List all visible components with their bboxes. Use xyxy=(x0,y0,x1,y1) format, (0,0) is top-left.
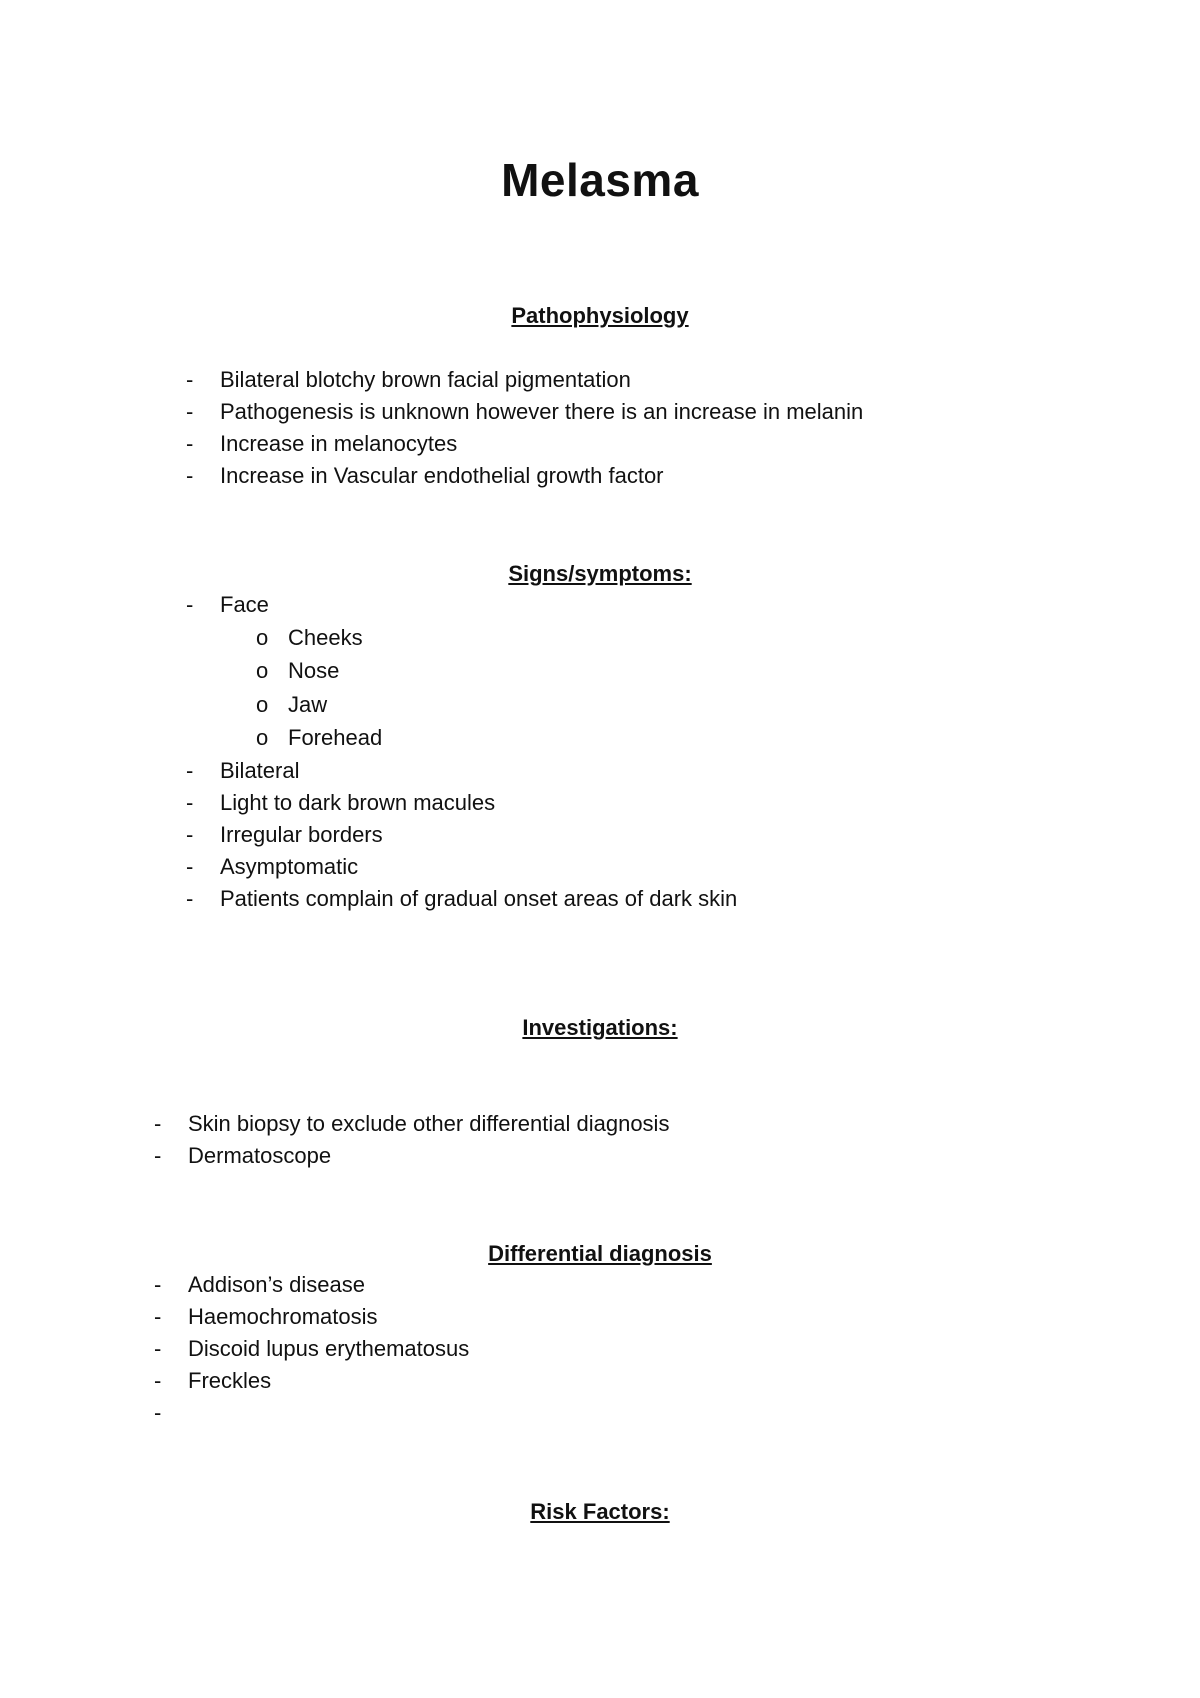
dash-bullet-icon: - xyxy=(186,431,194,456)
dash-bullet-icon: - xyxy=(186,854,194,879)
list-item-text: Cheeks xyxy=(288,625,363,650)
dash-bullet-icon: - xyxy=(186,758,194,783)
heading-risk-factors: Risk Factors: xyxy=(530,1499,670,1524)
heading-investigations: Investigations: xyxy=(522,1015,678,1040)
list-item-text: Irregular borders xyxy=(220,822,383,847)
list-item-text: Haemochromatosis xyxy=(188,1304,378,1329)
dash-bullet-icon: - xyxy=(186,399,194,424)
list-item-text: Patients complain of gradual onset areas of dark skin xyxy=(220,886,738,911)
dash-bullet-icon: - xyxy=(154,1272,162,1297)
list-item-text: Dermatoscope xyxy=(188,1143,332,1168)
heading-pathophysiology: Pathophysiology xyxy=(511,303,689,328)
list-item-text: Forehead xyxy=(288,725,383,750)
circle-bullet-icon: o xyxy=(256,725,269,750)
dash-bullet-icon: - xyxy=(186,886,194,911)
document-title: Melasma xyxy=(501,154,699,206)
list-item-text: Bilateral xyxy=(220,758,300,783)
dash-bullet-icon: - xyxy=(186,822,194,847)
dash-bullet-icon: - xyxy=(154,1143,162,1168)
dash-bullet-icon: - xyxy=(186,790,194,815)
list-item-text: Light to dark brown macules xyxy=(220,790,496,815)
circle-bullet-icon: o xyxy=(256,692,269,717)
dash-bullet-icon: - xyxy=(154,1400,162,1425)
dash-bullet-icon: - xyxy=(186,367,194,392)
circle-bullet-icon: o xyxy=(256,625,269,650)
list-item-text: Bilateral blotchy brown facial pigmentation xyxy=(220,367,631,392)
circle-bullet-icon: o xyxy=(256,658,269,683)
list-item-text: Skin biopsy to exclude other differential diagnosis xyxy=(188,1111,670,1136)
dash-bullet-icon: - xyxy=(154,1304,162,1329)
list-item-text: Increase in Vascular endothelial growth factor xyxy=(220,463,664,488)
list-item-text: Nose xyxy=(288,658,340,683)
list-item-text: Discoid lupus erythematosus xyxy=(188,1336,470,1361)
list-item-text: Freckles xyxy=(188,1368,272,1393)
dash-bullet-icon: - xyxy=(154,1336,162,1361)
list-item-text: Increase in melanocytes xyxy=(220,431,458,456)
list-item-text: Face xyxy=(220,592,269,617)
dash-bullet-icon: - xyxy=(154,1368,162,1393)
list-item-text: Asymptomatic xyxy=(220,854,359,879)
dash-bullet-icon: - xyxy=(154,1111,162,1136)
dash-bullet-icon: - xyxy=(186,592,194,617)
heading-signs-symptoms: Signs/symptoms: xyxy=(508,561,692,586)
list-item-text: Jaw xyxy=(288,692,328,717)
heading-differential-diagnosis: Differential diagnosis xyxy=(488,1241,712,1266)
list-item-text: Addison’s disease xyxy=(188,1272,365,1297)
dash-bullet-icon: - xyxy=(186,463,194,488)
list-item-text: Pathogenesis is unknown however there is an increase in melanin xyxy=(220,399,864,424)
